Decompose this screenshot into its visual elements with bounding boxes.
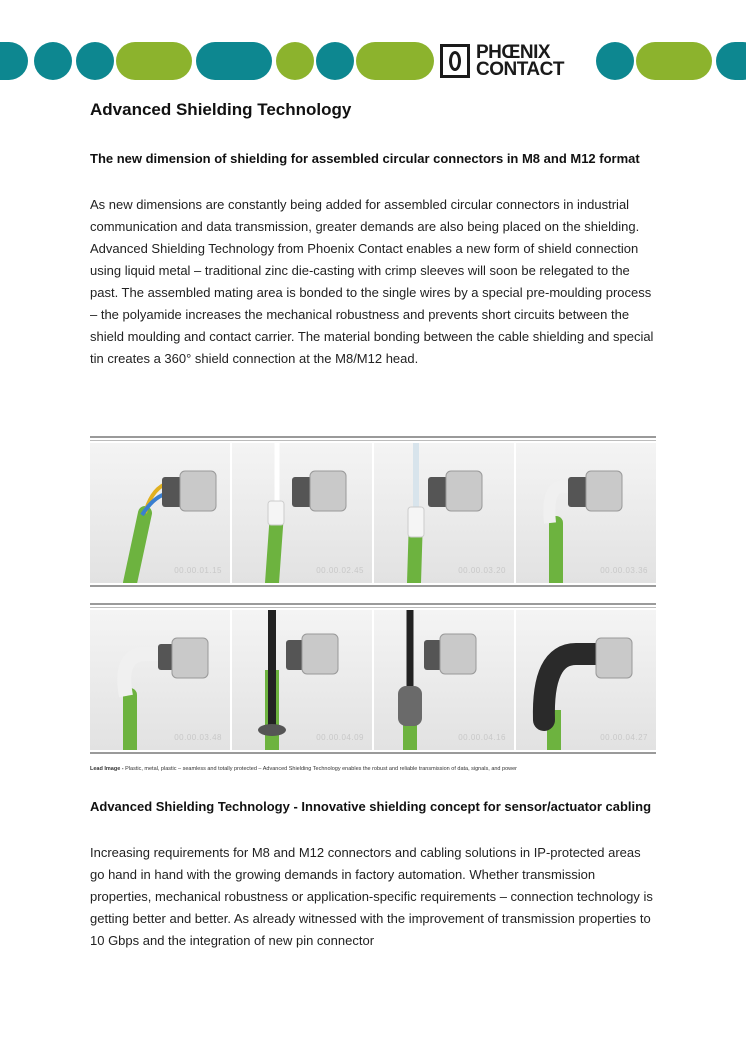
phoenix-contact-logo: [440, 44, 596, 80]
header-dot: [596, 42, 634, 80]
header-dot: [0, 42, 28, 80]
header-pill: [356, 42, 434, 80]
connector-illustration: [232, 610, 372, 750]
gallery-frame: [232, 610, 372, 750]
gallery-frame: [374, 610, 514, 750]
connector-illustration: [374, 443, 514, 583]
connector-illustration: [516, 443, 656, 583]
gallery-frame: [90, 610, 230, 750]
gallery-frame: [374, 443, 514, 583]
timestamp: 00.00.03.36: [600, 566, 648, 575]
connector-illustration: [374, 610, 514, 750]
body-paragraph-1: As new dimensions are constantly being added for assembled circular connectors in industrial communication and data transmission, greater demands are also being placed on the shielding. Advanced Shielding Technology from Phoenix Contact enables a new form of shield connection using liquid metal – traditional zinc die-casting with crimp sleeves will soon be relegated to the past. The assembled mating area is bonded to the single wires by a special pre-moulding process – the polyamide increases the mechanical robustness and prevents short circuits between the shield moulding and contact carrier. The material bonding between the cable shielding and special tin creates a 360° shield connection at the M8/M12 head.: [90, 197, 654, 366]
header-dot: [316, 42, 354, 80]
lead-image-caption: [90, 766, 517, 772]
body-paragraph-2: Increasing requirements for M8 and M12 connectors and cabling solutions in IP-protected areas go hand in hand with the growing demands in factory automation. Whether transmission properties, mechanical robustness or application-specific requirements – connection technology is getting better and better. As already witnessed with the improvement of transmission properties to 10 Gbps and the integration of new pin connector: [90, 845, 653, 948]
page-title: Advanced Shielding Technology: [90, 100, 352, 119]
header-dot: [716, 42, 746, 80]
header-pill: [636, 42, 712, 80]
header-dot: [34, 42, 72, 80]
article-subtitle: The new dimension of shielding for assembled circular connectors in M8 and M12 format: [90, 151, 640, 166]
article-bottom: [90, 796, 658, 952]
caption-label: Lead Image -: [90, 766, 124, 772]
timestamp: 00.00.03.20: [458, 566, 506, 575]
connector-illustration: [516, 610, 656, 750]
timestamp: 00.00.04.16: [458, 733, 506, 742]
article-top: [90, 96, 658, 370]
logo-line2: CONTACT: [476, 59, 564, 80]
header-dot: [76, 42, 114, 80]
gallery-frame: [516, 443, 656, 583]
header-band: [0, 40, 746, 84]
gallery-frame: [516, 610, 656, 750]
image-gallery-row-2: [90, 603, 656, 754]
timestamp: 00.00.01.15: [174, 566, 222, 575]
connector-illustration: [232, 443, 372, 583]
timestamp: 00.00.04.27: [600, 733, 648, 742]
gallery-frame: [232, 443, 372, 583]
section-heading: Advanced Shielding Technology - Innovative shielding concept for sensor/actuator cabling: [90, 799, 652, 814]
header-dot: [276, 42, 314, 80]
logo-line1: PHŒNIX: [476, 42, 551, 63]
gallery-frame: [90, 443, 230, 583]
connector-illustration: [90, 443, 230, 583]
timestamp: 00.00.04.09: [316, 733, 364, 742]
caption-text: Plastic, metal, plastic – seamless and totally protected – Advanced Shielding Technology enables the robust and reliable transmission of data, signals, and power: [123, 766, 518, 772]
timestamp: 00.00.02.45: [316, 566, 364, 575]
logo-mark-icon: [440, 44, 470, 78]
timestamp: 00.00.03.48: [174, 733, 222, 742]
image-gallery-row-1: [90, 436, 656, 587]
header-pill: [196, 42, 272, 80]
connector-illustration: [90, 610, 230, 750]
header-pill: [116, 42, 192, 80]
